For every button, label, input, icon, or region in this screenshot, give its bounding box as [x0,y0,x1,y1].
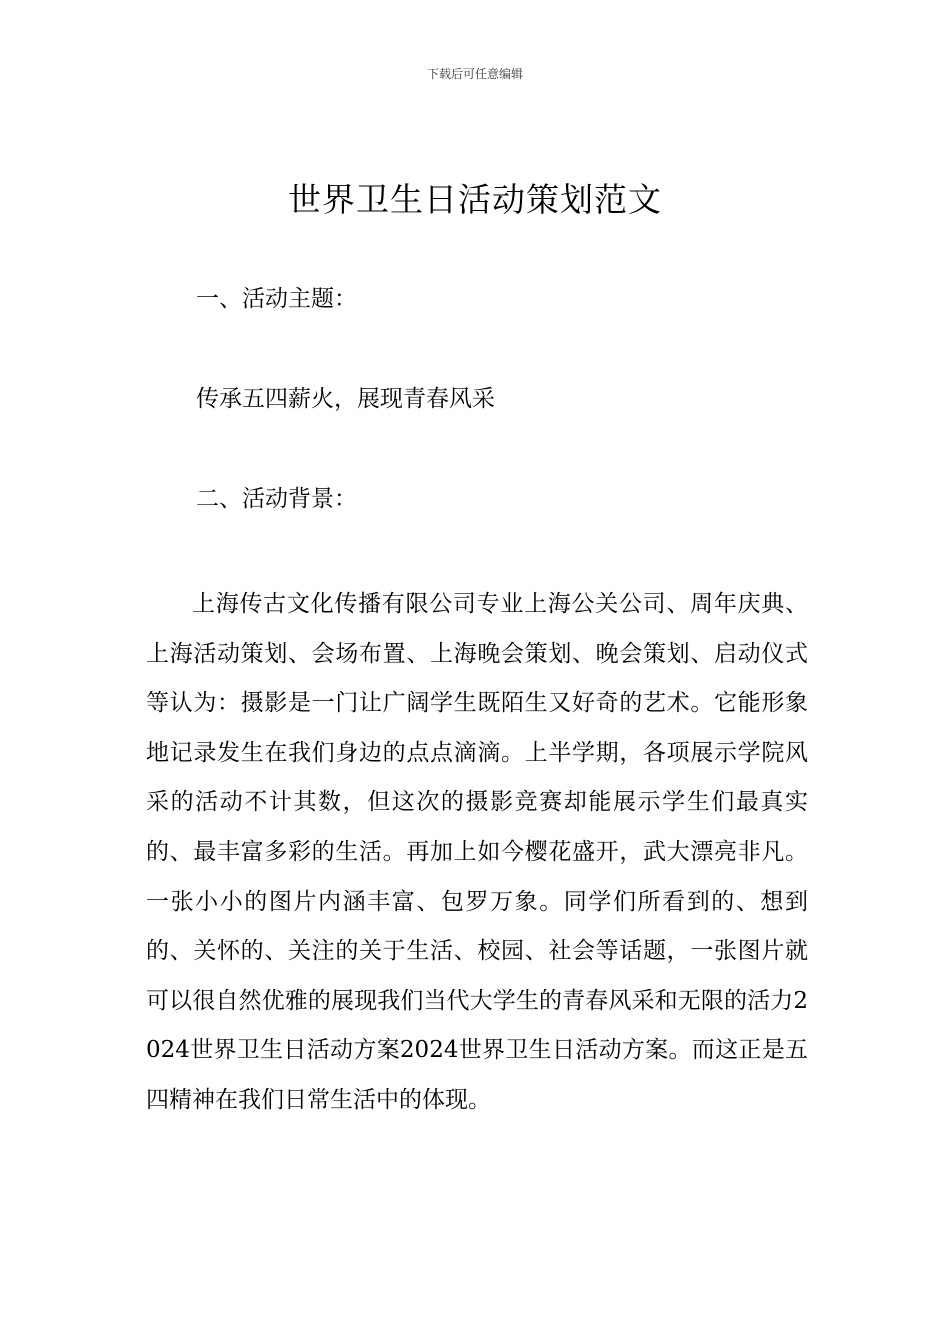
section-heading-background: 二、活动背景： [196,486,357,512]
background-paragraph: 上海传古文化传播有限公司专业上海公关公司、周年庆典、上海活动策划、会场布置、上海晚会策划、晚会策划、启动仪式等认为：摄影是一门让广阔学生既陌生又好奇的艺术。它能形象地记录发生在我们身边的点点滴滴。上半学期，各项展示学院风采的活动不计其数，但这次的摄影竞赛却能展示学生们最真实的、最丰富多彩的生活。再加上如今樱花盛开，武大漂亮非凡。一张小小的图片内涵丰富、包罗万象。同学们所看到的、想到的、关怀的、关注的关于生活、校园、社会等话题，一张图片就可以很自然优雅的展现我们当代大学生的青春风采和无限的活力2024世界卫生日活动方案2024世界卫生日活动方案。而这正是五四精神在我们日常生活中的体现。 [146,591,808,1113]
theme-text: 传承五四薪火，展现青春风采 [196,386,495,412]
document-title: 世界卫生日活动策划范文 [288,180,662,219]
section-heading-theme: 一、活动主题： [196,286,357,312]
header-note: 下载后可任意编辑 [426,67,523,81]
